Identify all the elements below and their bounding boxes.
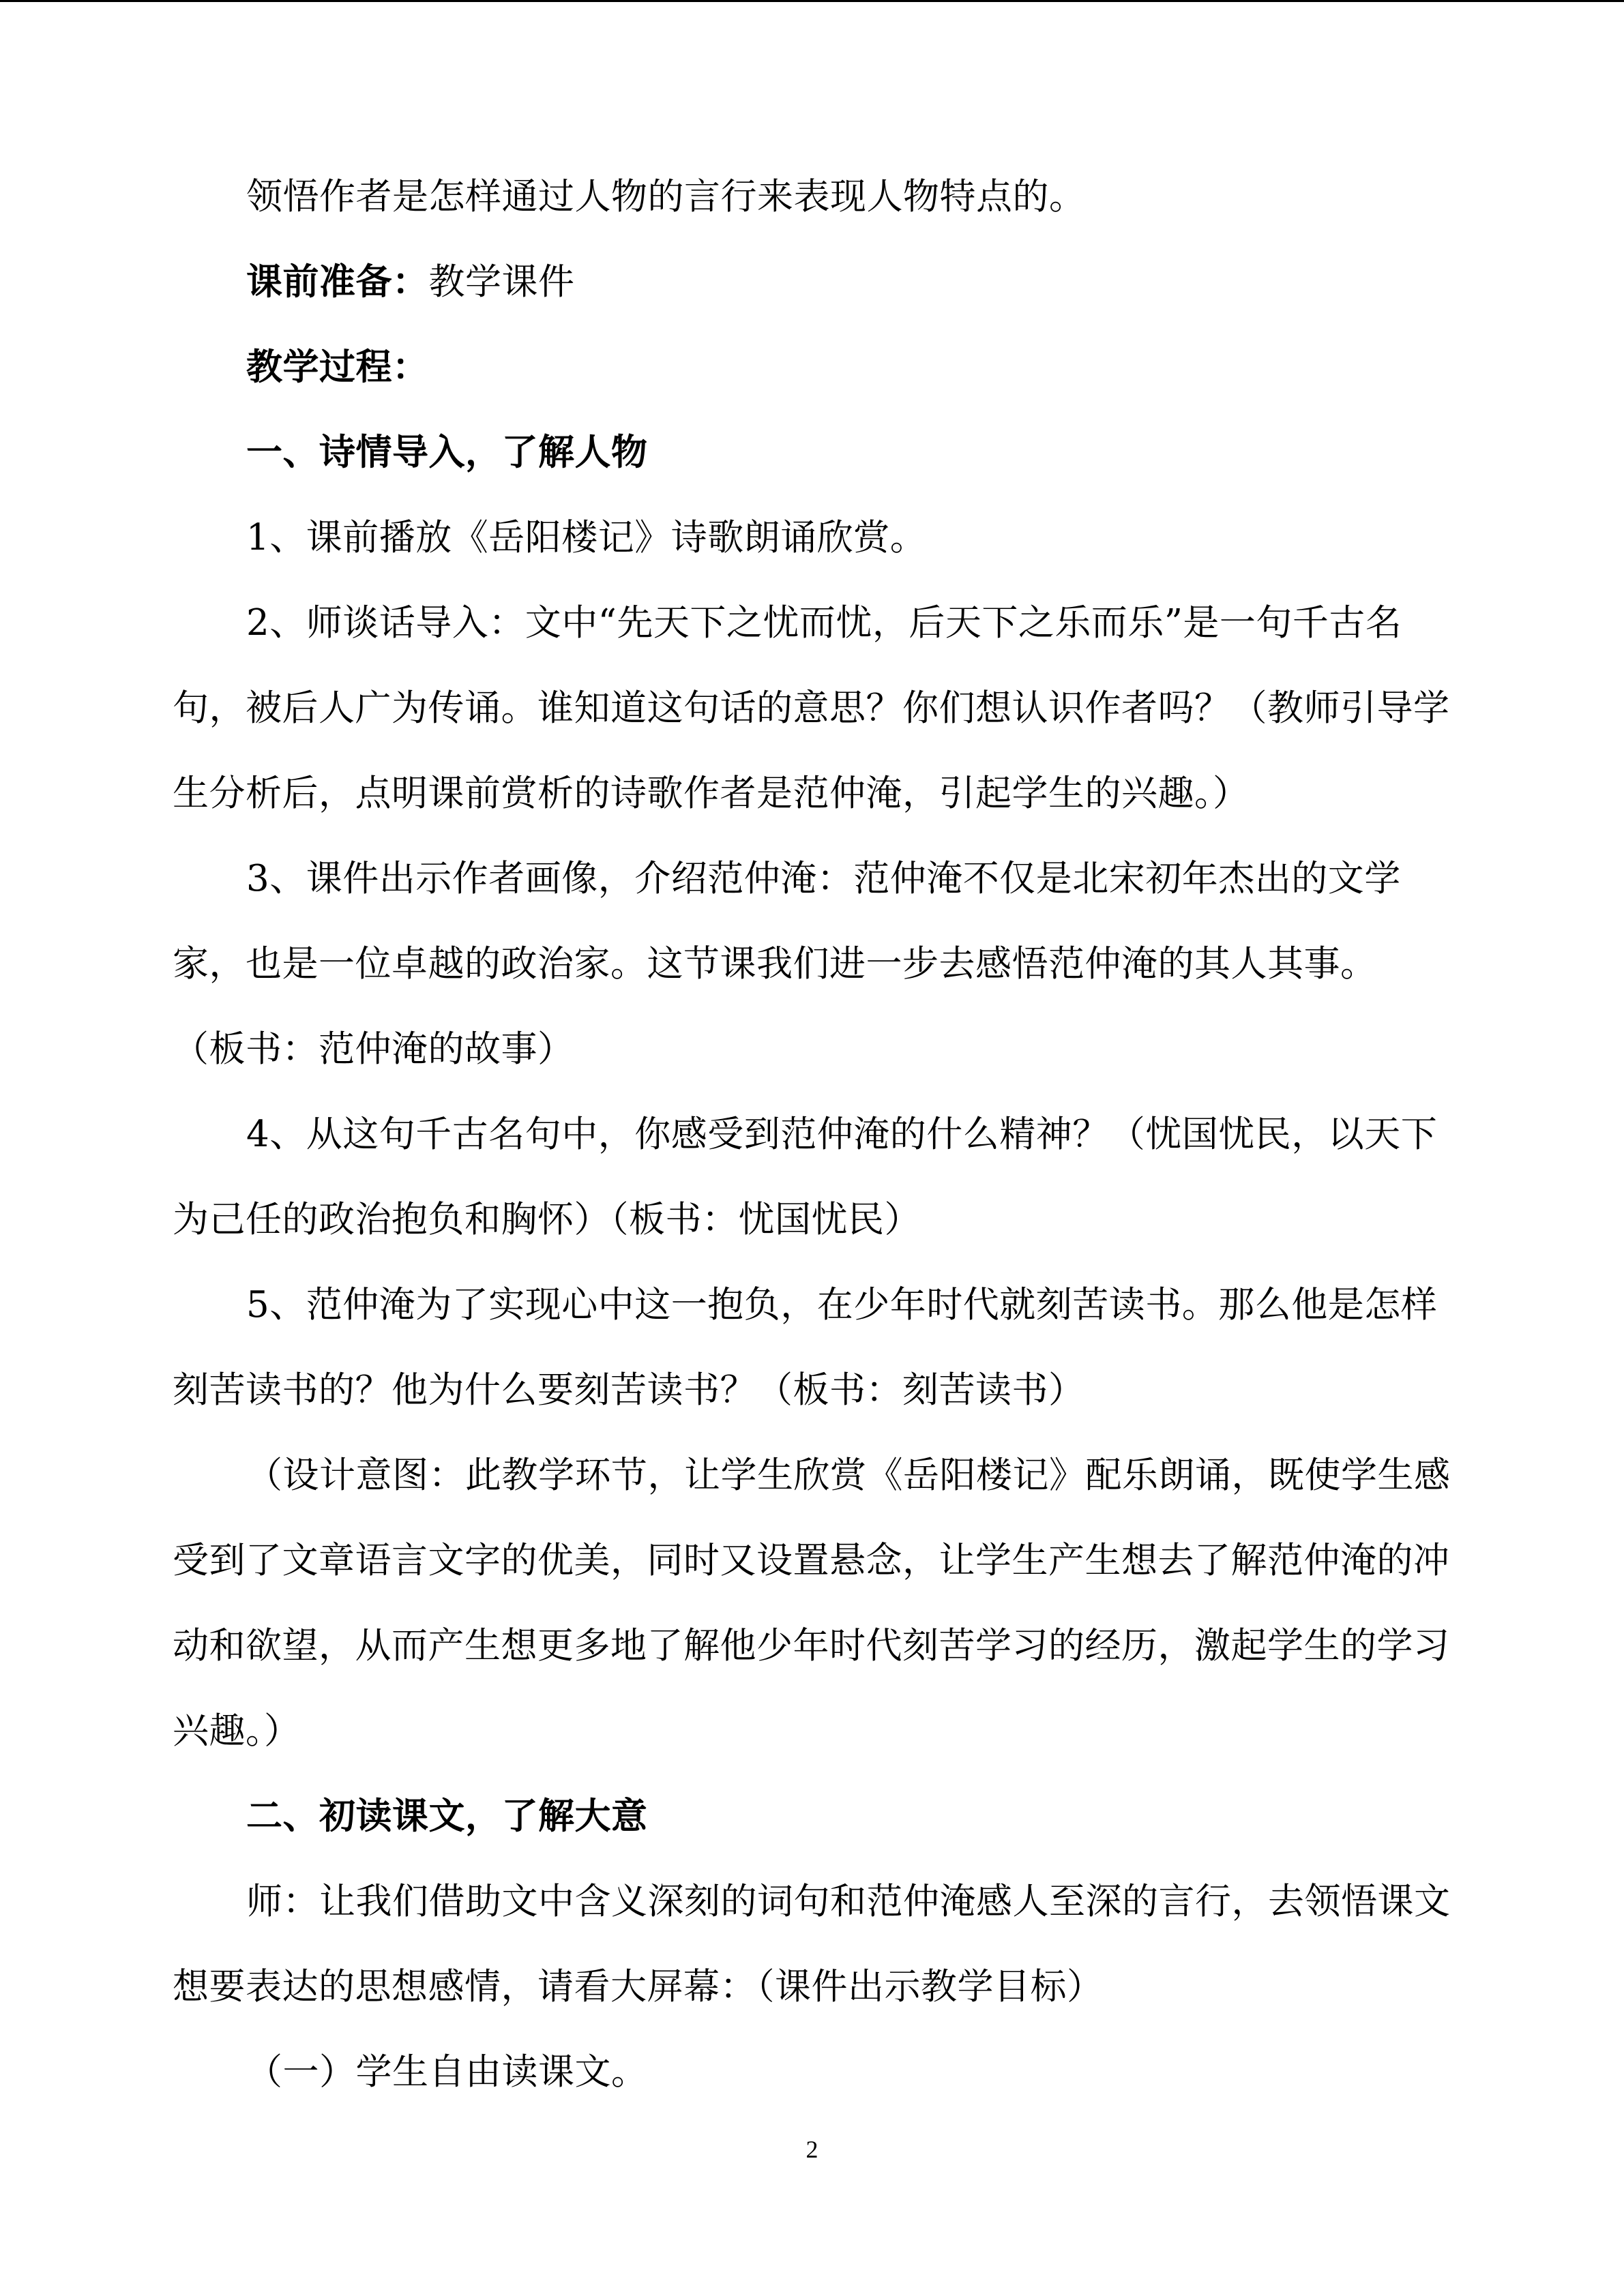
preparation-text: 教学课件	[428, 261, 575, 303]
paragraph-preparation	[173, 239, 1472, 325]
top-border-line	[0, 0, 1624, 2]
heading-teaching-process: 教学过程：	[246, 346, 429, 388]
paragraph-step-5: 5、范仲淹为了实现心中这一抱负，在少年时代就刻苦读书。那么他是怎样刻苦读书的？他为什么要刻苦读书？（板书：刻苦读书）	[173, 1284, 1438, 1411]
document-body	[173, 154, 1472, 2115]
section-heading-1: 一、诗情导入，了解人物	[246, 431, 648, 473]
paragraph-step-3: 3、课件出示作者画像，介绍范仲淹：范仲淹不仅是北宋初年杰出的文学家，也是一位卓越的政治家。这节课我们进一步去感悟范仲淹的其人其事。	[173, 858, 1401, 985]
paragraph-subsection-1: （一）学生自由读课文。	[246, 2051, 648, 2093]
paragraph-step-1: 1、课前播放《岳阳楼记》诗歌朗诵欣赏。	[246, 517, 927, 558]
paragraph-design-intent: （设计意图：此教学环节，让学生欣赏《岳阳楼记》配乐朗诵，既使学生感受到了文章语言文字的优美，同时又设置悬念，让学生产生想去了解范仲淹的冲动和欲望，从而产生想更多地了解他少年时代刻苦学习的经历，激起学生的学习兴趣。）	[173, 1455, 1451, 1752]
paragraph-board-note: （板书：范仲淹的故事）	[173, 1028, 574, 1070]
paragraph-step-2: 2、师谈话导入：文中“先天下之忧而忧，后天下之乐而乐”是一句千古名句，被后人广为传诵。谁知道这句话的意思？你们想认识作者吗？（教师引导学生分析后，点明课前赏析的诗歌作者是范仲淹，引起学生的兴趣。）	[173, 602, 1450, 814]
paragraph-step-4: 4、从这句千古名句中，你感受到范仲淹的什么精神？（忧国忧民，以天下为己任的政治抱负和胸怀）（板书：忧国忧民）	[173, 1114, 1438, 1240]
page-number: 2	[806, 2136, 818, 2163]
paragraph-teacher-speech: 师：让我们借助文中含义深刻的词句和范仲淹感人至深的言行，去领悟课文想要表达的思想感情，请看大屏幕：（课件出示教学目标）	[173, 1881, 1451, 2008]
preparation-label: 课前准备：	[246, 260, 429, 303]
paragraph-objective: 领悟作者是怎样通过人物的言行来表现人物特点的。	[246, 176, 1086, 218]
section-heading-2: 二、初读课文，了解大意	[246, 1795, 648, 1837]
